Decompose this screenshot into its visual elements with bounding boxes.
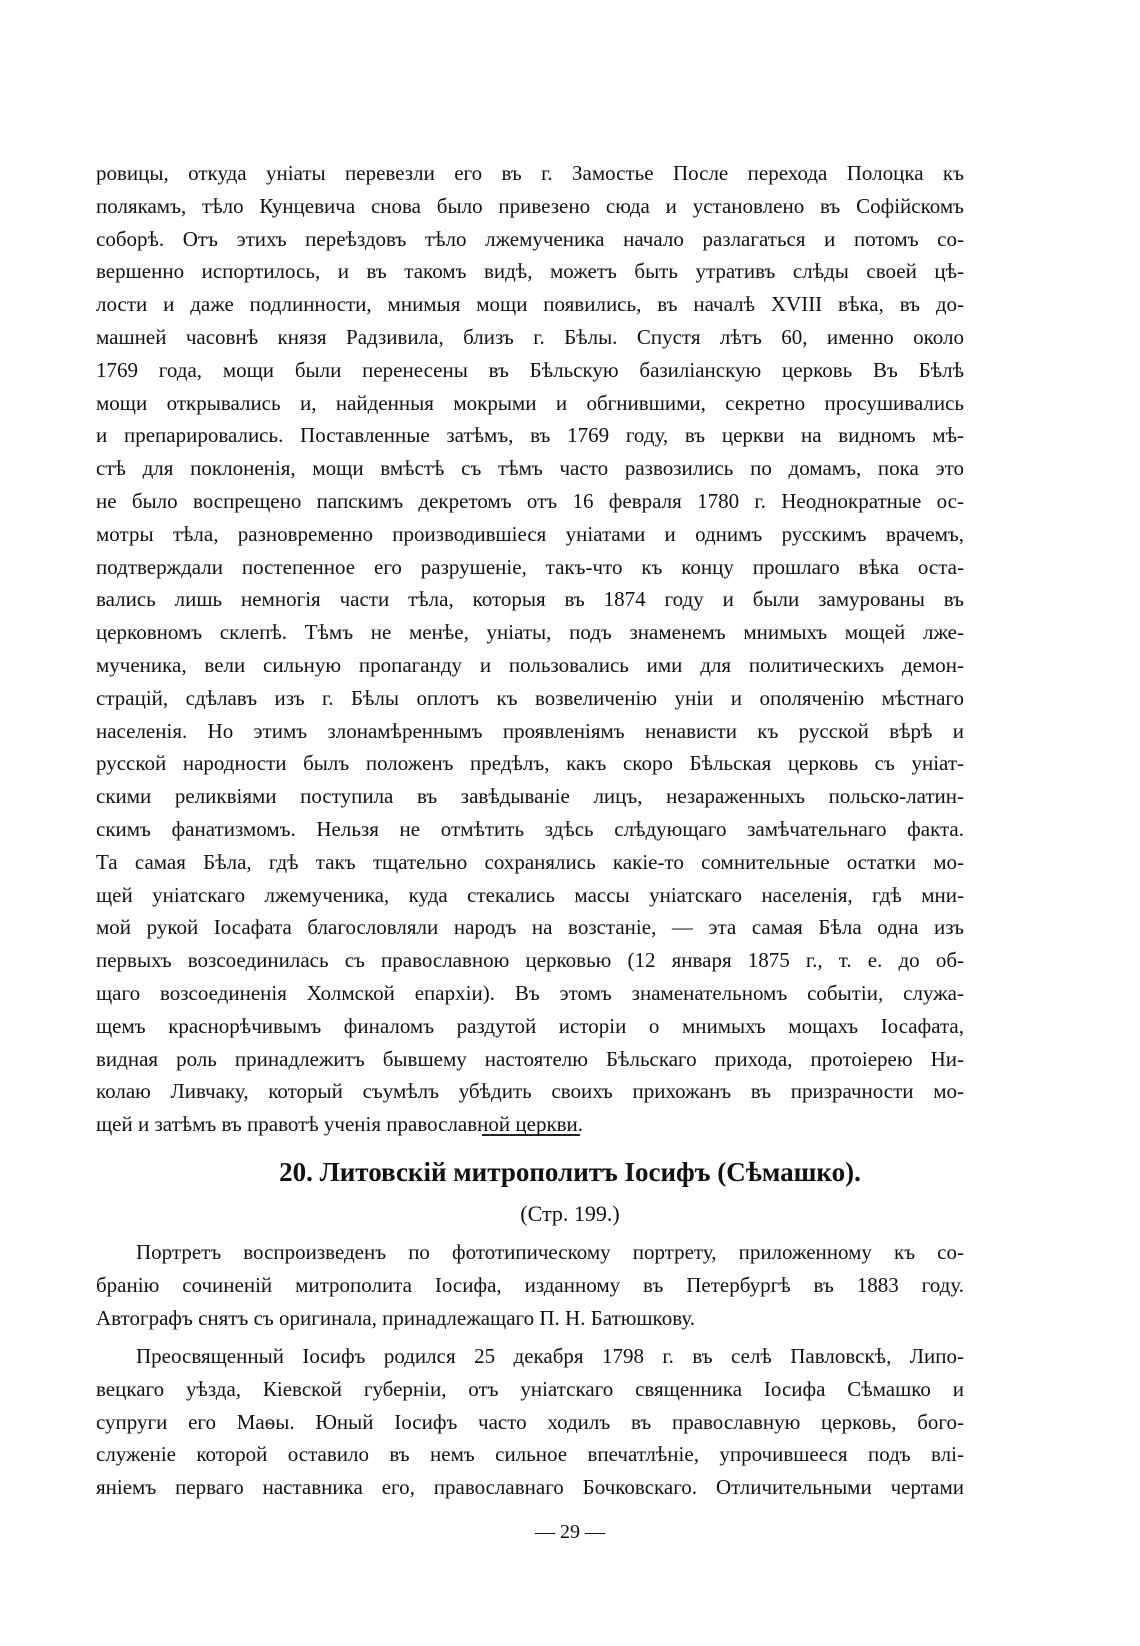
text-line: вершенно испортилось, и въ такомъ видѣ, можетъ быть утративъ слѣды своей цѣ-: [96, 259, 964, 284]
text-line: служеніе которой оставило въ немъ сильное впечатлѣніе, упрочившееся подъ влі-: [96, 1442, 964, 1467]
text-line: колаю Ливчаку, который съумѣлъ убѣдить своихъ прихожанъ въ призрачности мо-: [96, 1079, 964, 1104]
text-line: Преосвященный Іосифъ родился 25 декабря 1798 г. въ селѣ Павловскѣ, Липо-: [136, 1344, 964, 1368]
text-line: вецкаго уѣзда, Кіевской губерніи, отъ уніатскаго священника Іосифа Сѣмашко и: [96, 1376, 964, 1401]
text-line: стѣ для поклоненія, мощи вмѣстѣ съ тѣмъ часто развозились по домамъ, пока это: [96, 456, 964, 481]
text-line: мученика, вели сильную пропаганду и пользовались ими для политическихъ демон-: [96, 652, 964, 677]
text-line: машней часовнѣ князя Радзивила, близъ г. Бѣлы. Спустя лѣтъ 60, именно около: [96, 324, 964, 349]
text-line: скимъ фанатизмомъ. Нельзя не отмѣтить здѣсь слѣдующаго замѣчательнаго факта.: [96, 816, 964, 841]
text-line: супруги его Маѳы. Юный Іосифъ часто ходилъ въ православную церковь, бого-: [96, 1409, 964, 1434]
paragraph-portrait-source: [96, 1236, 964, 1334]
text-line: русской народности былъ положенъ предѣлъ, какъ скоро Бѣльская церковь съ уніат-: [96, 751, 964, 776]
text-line: Та самая Бѣла, гдѣ такъ тщательно сохранялись какіе-то сомнительные остатки мо-: [96, 849, 964, 874]
text-line: скими реликвіями поступила въ завѣдываніе лицъ, незараженныхъ польско-латин-: [96, 784, 964, 809]
text-line: мотры тѣла, разновременно производившіеся уніатами и однимъ русскимъ врачемъ,: [96, 521, 964, 546]
text-line: лости и даже подлинности, мнимыя мощи появились, въ началѣ XVIII вѣка, въ до-: [96, 292, 964, 317]
text-line: яніемъ перваго наставника его, православнаго Бочковскаго. Отличительными чертами: [96, 1475, 964, 1500]
text-line: первыхъ возсоединилась съ православною церковью (12 января 1875 г., т. е. до об-: [96, 948, 964, 973]
text-line: щей и затѣмъ въ правотѣ ученія православной церкви.: [96, 1112, 584, 1137]
text-line: щей уніатскаго лжемученика, куда стекались массы уніатскаго населенія, гдѣ мни-: [96, 882, 964, 907]
text-line: видная роль принадлежитъ бывшему настоятелю Бѣльскаго прихода, протоіерею Ни-: [96, 1046, 964, 1071]
text-line: мой рукой Іосафата благословляли народъ на возстаніе, — эта самая Бѣла одна изъ: [96, 915, 964, 940]
page-reference: (Стр. 199.): [520, 1201, 620, 1226]
text-line: ровицы, откуда уніаты перевезли его въ г. Замостье После перехода Полоцка къ: [96, 161, 964, 185]
text-line: 1769 года, мощи были перенесены въ Бѣльскую базиліанскую церковь Въ Бѣлѣ: [96, 357, 964, 382]
paragraph-biography: [96, 1340, 964, 1504]
text-line: щемъ краснорѣчивымъ финаломъ раздутой исторіи о мнимыхъ мощахъ Іосафата,: [96, 1013, 964, 1038]
section-heading: 20. Литовскій митрополитъ Іосифъ (Сѣмашко).: [279, 1157, 861, 1187]
section-divider: [482, 1134, 580, 1136]
page-number: — 29 —: [535, 1521, 605, 1543]
text-line: не было воспрещено папскимъ декретомъ отъ 16 февраля 1780 г. Неоднократные ос-: [96, 488, 964, 513]
text-line: и препарировались. Поставленные затѣмъ, въ 1769 году, въ церкви на видномъ мѣ-: [96, 423, 964, 448]
text-line: населенія. Но этимъ злонамѣреннымъ проявленіямъ ненависти къ русской вѣрѣ и: [96, 718, 964, 743]
text-line: страцій, сдѣлавъ изъ г. Бѣлы оплотъ къ возвеличенію уніи и ополяченію мѣстнаго: [96, 685, 964, 710]
text-line: мощи открывались и, найденныя мокрыми и обгнившими, секретно просушивались: [96, 390, 964, 415]
text-line: Автографъ снятъ съ оригинала, принадлежащаго П. Н. Батюшкову.: [96, 1305, 696, 1330]
text-line: полякамъ, тѣло Кунцевича снова было привезено сюда и установлено въ Софійскомъ: [96, 193, 964, 218]
text-line: церковномъ склепѣ. Тѣмъ не менѣе, уніаты, подъ знаменемъ мнимыхъ мощей лже-: [96, 620, 964, 645]
text-line: подтверждали постепенное его разрушеніе, такъ-что къ концу прошлаго вѣка оста-: [96, 554, 964, 579]
text-line: Портретъ воспроизведенъ по фототипическому портрету, приложенному къ со-: [136, 1240, 964, 1264]
text-line: щаго возсоединенія Холмской епархіи). Въ этомъ знаменательномъ событіи, служа-: [96, 980, 964, 1005]
paragraph-kuntsevich-relics: [96, 157, 964, 1141]
text-line: вались лишь немногія части тѣла, которыя въ 1874 году и были замурованы въ: [96, 587, 964, 612]
text-line: соборѣ. Отъ этихъ переѣздовъ тѣло лжемученика начало разлагаться и потомъ со-: [96, 226, 964, 251]
text-line: бранію сочиненій митрополита Іосифа, изданному въ Петербургѣ въ 1883 году.: [96, 1272, 964, 1297]
